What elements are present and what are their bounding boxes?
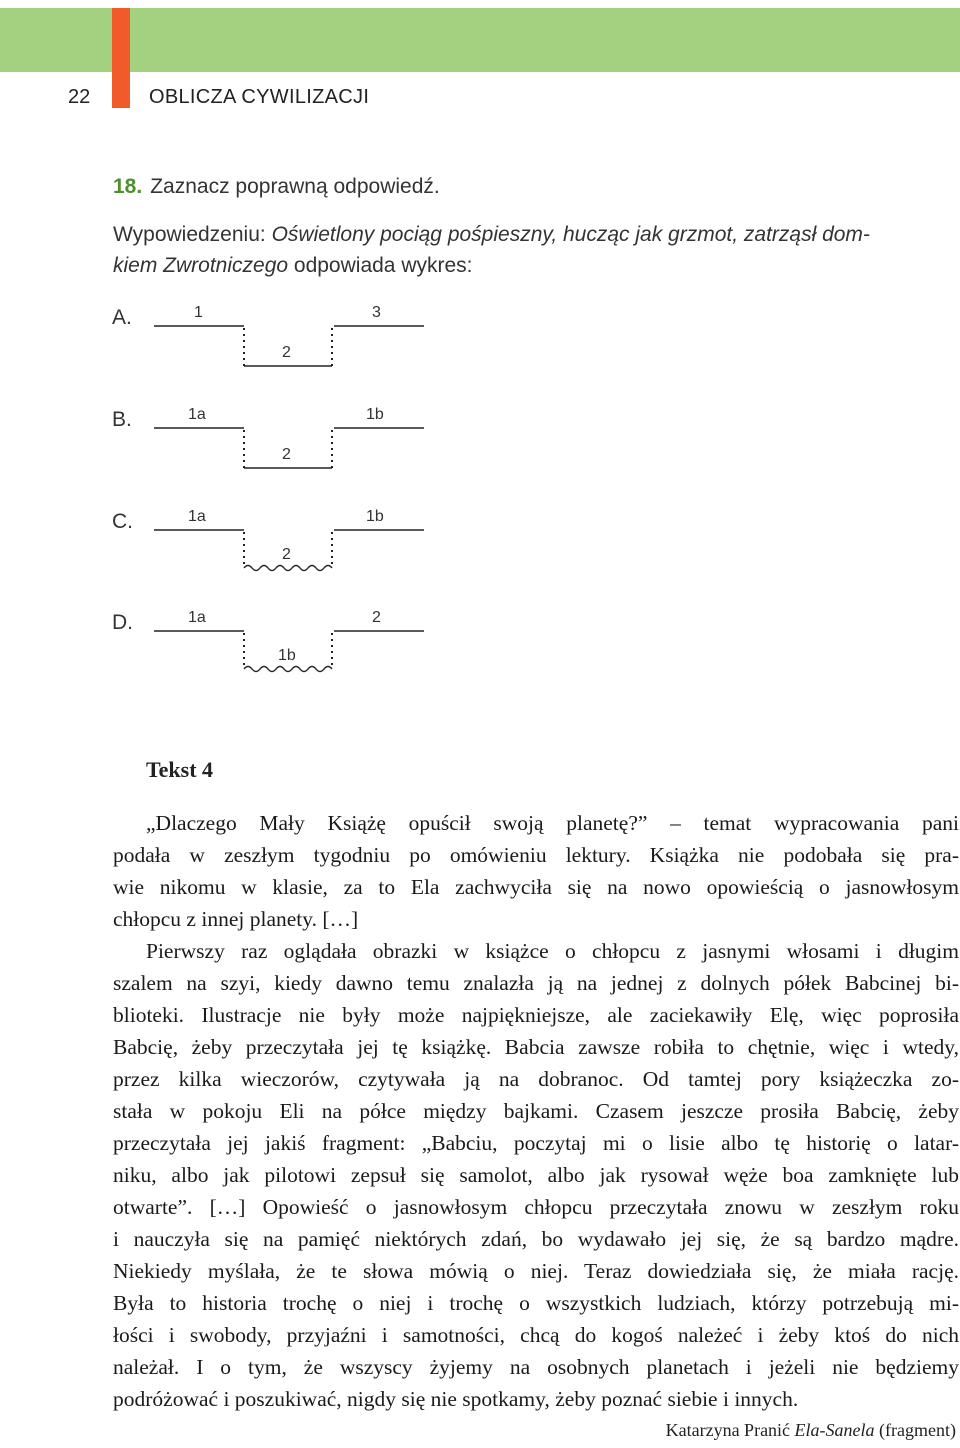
option-b-bottom-label: 2 <box>282 446 291 463</box>
page-number: 22 <box>68 86 91 108</box>
option-c-letter[interactable]: C. <box>112 510 133 533</box>
text-line: Babcię, żeby przeczytała jej tę książkę. Babcia zawsze robiła to chętnie, więc i wtedy, <box>113 1035 959 1059</box>
header-accent-bar <box>112 8 130 108</box>
text-title: Tekst 4 <box>146 757 214 782</box>
text-line: chłopcu z innej planety. […] <box>113 907 359 931</box>
option-a-left-label: 1 <box>194 304 203 321</box>
task-number: 18. <box>113 175 143 198</box>
option-d-bottom-label: 1b <box>278 647 296 664</box>
source-suffix: (fragment) <box>874 1420 956 1440</box>
option-b-right-label: 1b <box>366 406 384 423</box>
text-line: przeczytała jej jakiś fragment: „Babciu, poczytaj mi o lisie albo tę historię o latar- <box>113 1131 959 1155</box>
option-c-diagram[interactable] <box>150 504 430 574</box>
text-line: łości i swobody, przyjaźni i samotności, chcą do kogoś należeć i żeby ktoś do nich <box>113 1323 959 1347</box>
text-line: Niekiedy myślała, że te słowa mówią o niej. Teraz dowiedziała się, że miała rację. <box>113 1259 959 1283</box>
text-line: podróżować i poszukiwać, nigdy się nie spotkamy, żeby poznać siebie i innych. <box>113 1387 799 1411</box>
text-line: szalem na szyi, kiedy dawno temu znalazła ją na jednej z dolnych półek Babcinej bi- <box>113 971 959 995</box>
text-line: blioteki. Ilustracje nie były może najpiękniejsze, ale zaciekawiły Elę, więc poprosiła <box>113 1003 959 1027</box>
text-line: i nauczyła się na pamięć niektórych zdań, bo wydawało jej się, że są bardzo mądre. <box>113 1227 959 1251</box>
text-paragraph-1 <box>113 807 959 935</box>
option-b-diagram[interactable] <box>150 402 430 472</box>
text-line: podała w zeszłym tygodniu po omówieniu lektury. Książka nie podobała się pra- <box>113 843 959 867</box>
question-prefix: Wypowiedzeniu: <box>113 223 272 246</box>
text-line: przez kilka wieczorów, czytywała ją na dobranoc. Od tamtej pory książeczka zo- <box>113 1067 959 1091</box>
text-paragraph-2 <box>113 935 959 1415</box>
question-sentence-part-1: Oświetlony pociąg pośpieszny, hucząc jak grzmot, zatrząsł dom- <box>271 223 870 246</box>
task-heading <box>113 175 440 199</box>
option-c-bottom-label: 2 <box>282 546 291 563</box>
text-line: wie nikomu w klasie, za to Ela zachwyciła się na nowo opowieścią o jasnowłosym <box>113 875 959 899</box>
text-line: należał. I o tym, że wszyscy żyjemy na osobnych planetach i jeżeli nie będziemy <box>113 1355 959 1379</box>
text-line: stała w pokoju Eli na półce między bajkami. Czasem jeszcze prosiła Babcię, żeby <box>113 1099 959 1123</box>
text-line: Pierwszy raz oglądała obrazki w książce o chłopcu z jasnymi włosami i długim <box>146 939 959 963</box>
text-line: niku, albo jak pilotowi zepsuł się samolot, albo jak rysował węże boa zamknięte lub <box>113 1163 959 1187</box>
option-a-bottom-label: 2 <box>282 344 291 361</box>
running-title: OBLICZA CYWILIZACJI <box>149 86 370 108</box>
question-suffix: odpowiada wykres: <box>288 254 473 277</box>
option-d-right-label: 2 <box>372 609 381 626</box>
text-line: otwarte”. […] Opowieść o jasnowłosym chłopcu przeczytała znowu w zeszłym roku <box>113 1195 959 1219</box>
text-line: „Dlaczego Mały Książę opuścił swoją planetę?” – temat wypracowania pani <box>146 811 959 835</box>
task-question-line-1 <box>113 223 960 247</box>
option-d-diagram[interactable] <box>150 605 430 675</box>
header-color-band <box>0 8 960 72</box>
text-source <box>666 1420 956 1441</box>
text-line: Była to historia trochę o niej i trochę o wszystkich ludziach, którzy potrzebują mi- <box>113 1291 959 1315</box>
option-c-right-label: 1b <box>366 508 384 525</box>
option-d-left-label: 1a <box>188 609 206 626</box>
option-a-right-label: 3 <box>372 304 381 321</box>
option-a-diagram[interactable] <box>150 300 430 370</box>
source-title: Ela-Sanela <box>794 1420 875 1440</box>
option-b-left-label: 1a <box>188 406 206 423</box>
option-a-letter[interactable]: A. <box>112 306 132 329</box>
option-d-letter[interactable]: D. <box>112 611 133 634</box>
question-sentence-part-2: kiem Zwrotniczego <box>113 254 289 277</box>
task-question-line-2 <box>113 254 473 278</box>
task-instruction: Zaznacz poprawną odpowiedź. <box>150 175 440 198</box>
option-c-left-label: 1a <box>188 508 206 525</box>
source-author: Katarzyna Pranić <box>665 1420 795 1440</box>
option-b-letter[interactable]: B. <box>112 408 132 431</box>
